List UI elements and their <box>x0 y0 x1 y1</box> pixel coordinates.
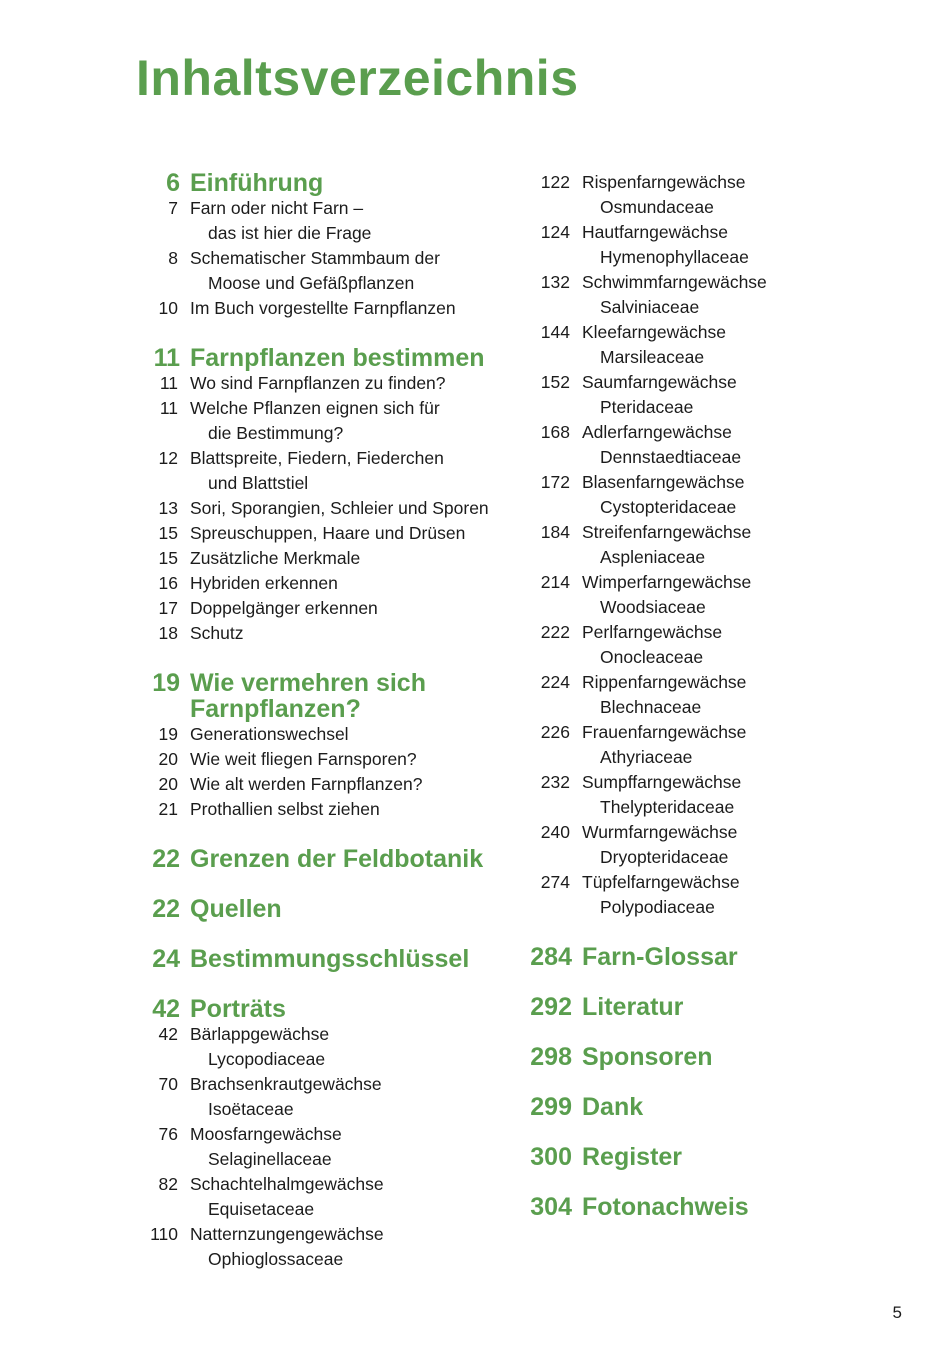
toc-entry-label: Sponsoren <box>582 1043 713 1071</box>
toc-entry-label: Frauenfarngewächse <box>582 722 747 742</box>
toc-entry[interactable] <box>130 621 520 646</box>
toc-page-number: 304 <box>530 1193 572 1221</box>
toc-entry-label: Dank <box>582 1093 644 1121</box>
toc-page-number: 122 <box>540 172 570 192</box>
toc-entry[interactable] <box>130 246 520 271</box>
toc-page-number: 292 <box>530 993 572 1021</box>
toc-entry-label: Generationswechsel <box>190 724 349 744</box>
toc-entry[interactable] <box>130 446 520 471</box>
toc-page-number: 168 <box>540 422 570 442</box>
toc-entry[interactable] <box>130 571 520 596</box>
toc-page-number: 7 <box>168 198 178 218</box>
toc-family-name: Hymenophyllaceae <box>600 247 749 267</box>
toc-entry-label: Moosfarngewächse <box>190 1124 342 1144</box>
toc-entry-label: Wurmfarngewächse <box>582 822 738 842</box>
toc-page-number: 10 <box>158 298 178 318</box>
toc-entry[interactable] <box>508 520 912 545</box>
toc-page-number: 20 <box>158 749 178 769</box>
toc-entry-label: Wie weit fliegen Farnsporen? <box>190 749 417 769</box>
toc-family-name: Selaginellaceae <box>208 1149 332 1169</box>
toc-page-number: 70 <box>158 1074 178 1094</box>
toc-entry[interactable] <box>508 270 912 295</box>
toc-family-name: Athyriaceae <box>600 747 693 767</box>
toc-entry-label: Wie vermehren sich Farnpflanzen? <box>190 669 426 723</box>
toc-page-number: 24 <box>152 945 180 973</box>
toc-chapter-heading[interactable] <box>508 994 912 1020</box>
toc-family-name: Osmundaceae <box>600 197 714 217</box>
toc-page-number: 110 <box>150 1224 178 1244</box>
toc-entry-label: Hautfarngewächse <box>582 222 728 242</box>
toc-entry[interactable] <box>508 870 912 895</box>
toc-entry-label: Natternzungengewächse <box>190 1224 384 1244</box>
toc-entry-label: Rispenfarngewächse <box>582 172 746 192</box>
toc-page-number: 20 <box>158 774 178 794</box>
toc-family-name: die Bestimmung? <box>208 423 344 443</box>
toc-page-number: 17 <box>158 598 178 618</box>
toc-entry-label: Blasenfarngewächse <box>582 472 745 492</box>
toc-entry-label: Farn oder nicht Farn – <box>190 198 364 218</box>
toc-page-number: 132 <box>540 272 570 292</box>
toc-entry-label: Hybriden erkennen <box>190 573 338 593</box>
toc-entry[interactable] <box>508 370 912 395</box>
toc-page-number: 240 <box>540 822 570 842</box>
toc-entry-label: Perlfarngewächse <box>582 622 723 642</box>
toc-page-number: 152 <box>540 372 570 392</box>
toc-entry-label: Sumpffarngewächse <box>582 772 742 792</box>
toc-family-name: Ophioglossaceae <box>208 1249 344 1269</box>
toc-chapter-heading[interactable] <box>130 170 520 196</box>
toc-page-number: 172 <box>540 472 570 492</box>
toc-entry[interactable] <box>130 371 520 396</box>
toc-family-name: Salviniaceae <box>600 297 700 317</box>
toc-chapter-heading[interactable] <box>508 1094 912 1120</box>
toc-page-number: 11 <box>159 373 178 393</box>
toc-entry-label: Register <box>582 1143 683 1171</box>
toc-page-number: 226 <box>540 722 570 742</box>
toc-page-number: 19 <box>158 724 178 744</box>
toc-page-number: 232 <box>540 772 570 792</box>
toc-entry-label: Farnpflanzen bestimmen <box>190 344 485 372</box>
toc-entry[interactable] <box>130 396 520 421</box>
toc-entry-label: Brachsenkrautgewächse <box>190 1074 382 1094</box>
toc-family-name: Lycopodiaceae <box>208 1049 326 1069</box>
toc-family-name: und Blattstiel <box>208 473 309 493</box>
toc-entry[interactable] <box>508 720 912 745</box>
toc-family-name: Blechnaceae <box>600 697 702 717</box>
toc-entry-label: Adlerfarngewächse <box>582 422 732 442</box>
toc-family-name: Cystopteridaceae <box>600 497 737 517</box>
toc-page-number: 16 <box>158 573 178 593</box>
toc-entry-label: Grenzen der Feldbotanik <box>190 845 484 873</box>
toc-entry[interactable] <box>130 521 520 546</box>
toc-family-name: Isoëtaceae <box>208 1099 294 1119</box>
toc-chapter-heading[interactable] <box>508 1194 912 1220</box>
toc-chapter-heading[interactable] <box>130 670 520 722</box>
toc-page-number: 144 <box>540 322 570 342</box>
toc-chapter-heading[interactable] <box>130 345 520 371</box>
toc-family-name: Dennstaedtiaceae <box>600 447 742 467</box>
toc-entry[interactable] <box>508 220 912 245</box>
toc-entry-label: Schachtelhalmgewächse <box>190 1174 384 1194</box>
toc-entry-label: Prothallien selbst ziehen <box>190 799 380 819</box>
toc-chapter-heading[interactable] <box>508 1144 912 1170</box>
toc-entry[interactable] <box>130 1122 520 1147</box>
toc-page-number: 298 <box>530 1043 572 1071</box>
toc-page-number: 8 <box>168 248 178 268</box>
toc-page-number: 42 <box>158 1024 178 1044</box>
toc-page-number: 6 <box>166 169 180 197</box>
toc-entry[interactable] <box>130 596 520 621</box>
toc-page-number: 214 <box>540 572 570 592</box>
toc-entry[interactable] <box>130 496 520 521</box>
toc-entry-label: Wo sind Farnpflanzen zu finden? <box>190 373 446 393</box>
toc-entry-label: Schwimmfarngewächse <box>582 272 767 292</box>
toc-family-name: Moose und Gefäßpflanzen <box>208 273 415 293</box>
toc-family-name: Aspleniaceae <box>600 547 706 567</box>
toc-chapter-heading[interactable] <box>130 846 520 872</box>
toc-entry-label: Im Buch vorgestellte Farnpflanzen <box>190 298 456 318</box>
toc-page-number: 22 <box>152 845 180 873</box>
toc-entry-label: Saumfarngewächse <box>582 372 737 392</box>
toc-family-name: Pteridaceae <box>600 397 694 417</box>
toc-entry-label: Streifenfarngewächse <box>582 522 752 542</box>
toc-right-column <box>508 170 912 1220</box>
toc-entry[interactable] <box>130 196 520 221</box>
toc-entry[interactable] <box>508 320 912 345</box>
toc-page-number: 13 <box>158 498 178 518</box>
toc-family-name: Woodsiaceae <box>600 597 706 617</box>
toc-entry-label: Farn-Glossar <box>582 943 738 971</box>
toc-chapter-heading[interactable] <box>130 996 520 1022</box>
toc-page-number: 11 <box>159 398 178 418</box>
toc-entry[interactable] <box>130 1022 520 1047</box>
toc-entry[interactable] <box>130 546 520 571</box>
toc-entry[interactable] <box>508 670 912 695</box>
toc-entry-label: Doppelgänger erkennen <box>190 598 378 618</box>
toc-entry-label: Zusätzliche Merkmale <box>190 548 361 568</box>
toc-entry[interactable] <box>508 620 912 645</box>
toc-family-name: Polypodiaceae <box>600 897 715 917</box>
toc-page-number: 11 <box>153 344 180 372</box>
toc-entry[interactable] <box>508 470 912 495</box>
page-number: 5 <box>892 1303 902 1322</box>
toc-entry[interactable] <box>508 770 912 795</box>
toc-entry-label: Porträts <box>190 995 286 1023</box>
toc-page-number: 300 <box>530 1143 572 1171</box>
toc-family-name: Thelypteridaceae <box>600 797 735 817</box>
toc-entry[interactable] <box>130 722 520 747</box>
toc-page-number: 124 <box>540 222 570 242</box>
toc-entry-label: Quellen <box>190 895 282 923</box>
page-title: Inhaltsverzeichnis <box>136 50 579 106</box>
toc-chapter-heading[interactable] <box>130 946 520 972</box>
toc-family-name: das ist hier die Frage <box>208 223 372 243</box>
toc-page-number: 76 <box>158 1124 178 1144</box>
toc-entry-label: Spreuschuppen, Haare und Drüsen <box>190 523 466 543</box>
toc-entry[interactable] <box>130 747 520 772</box>
toc-entry[interactable] <box>130 296 520 321</box>
toc-page-number: 18 <box>158 623 178 643</box>
toc-page-number: 42 <box>152 995 180 1023</box>
toc-entry[interactable] <box>130 772 520 797</box>
toc-entry[interactable] <box>130 1172 520 1197</box>
toc-page-number: 82 <box>158 1174 178 1194</box>
toc-page-number: 12 <box>158 448 178 468</box>
toc-family-name: Marsileaceae <box>600 347 705 367</box>
toc-entry-label: Bestimmungsschlüssel <box>190 945 470 973</box>
toc-family-name: Dryopteridaceae <box>600 847 729 867</box>
toc-family-name: Onocleaceae <box>600 647 704 667</box>
toc-entry[interactable] <box>508 420 912 445</box>
toc-entry[interactable] <box>508 170 912 195</box>
toc-chapter-heading[interactable] <box>130 896 520 922</box>
toc-entry[interactable] <box>130 1222 520 1247</box>
toc-page-number: 19 <box>152 669 180 697</box>
toc-entry[interactable] <box>130 1072 520 1097</box>
toc-page-number: 184 <box>540 522 570 542</box>
toc-left-column <box>130 170 520 1272</box>
toc-entry[interactable] <box>130 797 520 822</box>
toc-entry-label: Bärlappgewächse <box>190 1024 330 1044</box>
toc-page-number: 274 <box>540 872 570 892</box>
toc-page-number: 22 <box>152 895 180 923</box>
toc-entry-label: Fotonachweis <box>582 1193 749 1221</box>
toc-entry-label: Wimperfarngewächse <box>582 572 752 592</box>
toc-entry-label: Tüpfelfarngewächse <box>582 872 740 892</box>
toc-entry-label: Einführung <box>190 169 324 197</box>
toc-page-number: 15 <box>158 523 178 543</box>
toc-entry-label: Schematischer Stammbaum der <box>190 248 440 268</box>
toc-entry-label: Literatur <box>582 993 684 1021</box>
toc-entry-label: Welche Pflanzen eignen sich für <box>190 398 440 418</box>
toc-entry-label: Wie alt werden Farnpflanzen? <box>190 774 423 794</box>
toc-entry-label: Blattspreite, Fiedern, Fiederchen <box>190 448 444 468</box>
toc-entry-label: Rippenfarngewächse <box>582 672 747 692</box>
toc-chapter-heading[interactable] <box>508 1044 912 1070</box>
toc-chapter-heading[interactable] <box>508 944 912 970</box>
toc-family-name: Equisetaceae <box>208 1199 315 1219</box>
toc-page-number: 222 <box>540 622 570 642</box>
toc-entry[interactable] <box>508 820 912 845</box>
toc-entry-label: Schutz <box>190 623 244 643</box>
toc-page-number: 21 <box>158 799 178 819</box>
toc-page-number: 224 <box>540 672 570 692</box>
toc-page-number: 284 <box>530 943 572 971</box>
toc-entry-label: Sori, Sporangien, Schleier und Sporen <box>190 498 489 518</box>
toc-page-number: 15 <box>158 548 178 568</box>
toc-entry-label: Kleefarngewächse <box>582 322 726 342</box>
toc-entry[interactable] <box>508 570 912 595</box>
toc-page-number: 299 <box>530 1093 572 1121</box>
